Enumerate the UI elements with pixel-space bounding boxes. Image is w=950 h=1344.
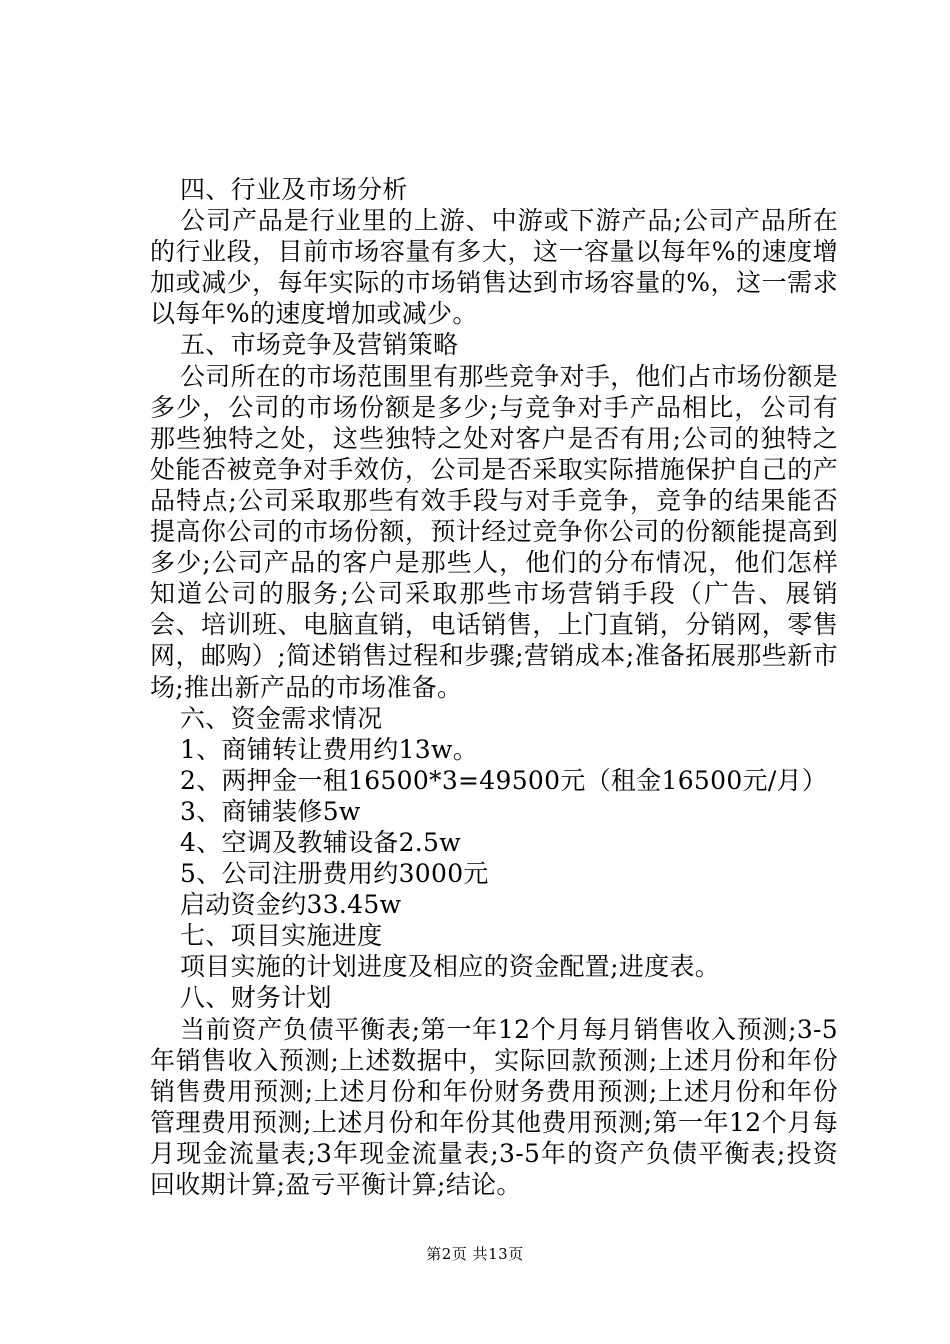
document-body [150,174,838,1200]
section-heading-funding-needs: 六、资金需求情况 [180,703,383,733]
funding-item-registration: 5、公司注册费用约3000元 [180,859,489,889]
paragraph-financial-plan: 当前资产负债平衡表;第一年12个月每月销售收入预测;3-5年销售收入预测;上述数据中，实际回款预测;上述月份和年份销售费用预测;上述月份和年份财务费用预测;上述月份和年份管理费用预测;上述月份和年份其他费用预测;第一年12个月每月现金流量表;3年现金流量表;3-5年的资产负债平衡表;投资回收期计算;盈亏平衡计算;结论。 [150,1014,838,1199]
paragraph-competition-marketing: 公司所在的市场范围里有那些竞争对手，他们占市场份额是多少，公司的市场份额是多少;与竞争对手产品相比，公司有那些独特之处，这些独特之处对客户是否有用;公司的独特之处能否被竞争对手效仿，公司是否采取实际措施保护自己的产品特点;公司采取那些有效手段与对手竞争，竞争的结果能否提高你公司的市场份额，预计经过竞争你公司的份额能提高到多少;公司产品的客户是那些人，他们的分布情况，他们怎样知道公司的服务;公司采取那些市场营销手段（广告、展销会、培训班、电脑直销，电话销售，上门直销，分销网，零售网，邮购）;简述销售过程和步骤;营销成本;准备拓展那些新市场;推出新产品的市场准备。 [150,361,838,702]
section-heading-implementation: 七、项目实施进度 [180,921,383,951]
page-footer: 第2页 共13页 [426,1245,524,1263]
funding-total: 启动资金约33.45w [180,890,402,920]
funding-item-transfer-fee: 1、商铺转让费用约13w。 [180,734,479,764]
section-heading-industry-market: 四、行业及市场分析 [180,175,408,204]
paragraph-implementation: 项目实施的计划进度及相应的资金配置;进度表。 [180,952,721,982]
funding-item-equipment: 4、空调及教辅设备2.5w [180,827,461,857]
section-heading-competition-marketing: 五、市场竞争及营销策略 [180,330,459,360]
paragraph-industry-market: 公司产品是行业里的上游、中游或下游产品;公司产品所在的行业段，目前市场容量有多大，这一容量以每年%的速度增加或减少，每年实际的市场销售达到市场容量的%，这一需求以每年%的速度增加或减少。 [150,206,838,329]
funding-item-deposit-rent: 2、两押金一租16500*3=49500元（租金16500元/月） [180,765,828,795]
section-heading-financial-plan: 八、财务计划 [180,983,332,1013]
funding-item-renovation: 3、商铺装修5w [180,796,361,826]
